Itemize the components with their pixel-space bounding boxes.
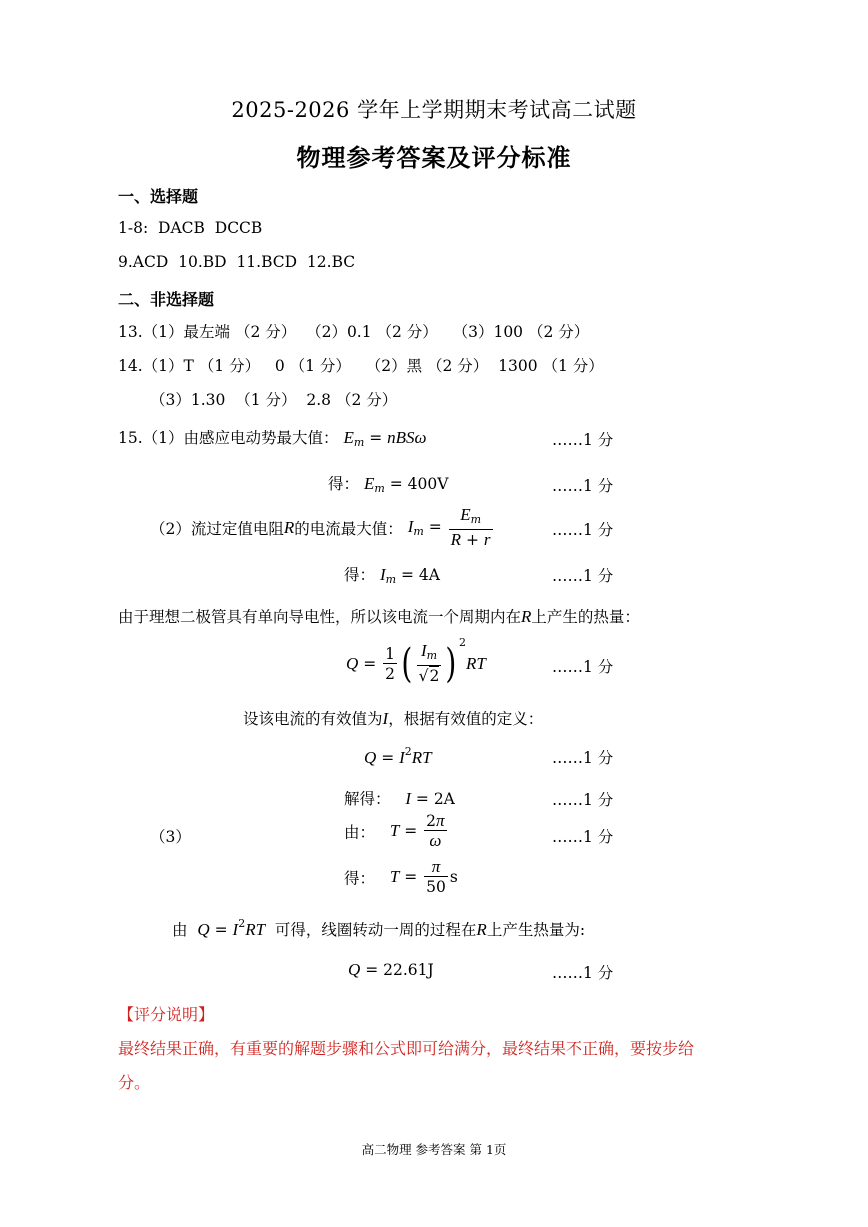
scoring-note-line2: 分。 <box>118 1073 151 1092</box>
formula-em-400v: $E_m = 400V$ <box>363 474 449 495</box>
final-text-a: 由 <box>172 921 188 939</box>
formula-em-nbsw: $E_m = nBS\omega$ <box>343 428 427 449</box>
score-8: ……1 分 <box>552 828 614 846</box>
q15-p1-label: 15.（1）由感应电动势最大值： <box>118 429 339 447</box>
rms-text-a: 设该电流的有效值为 <box>243 710 383 728</box>
by-label: 由： <box>344 823 376 842</box>
section-heading-nonchoice: 二、非选择题 <box>118 290 215 309</box>
answers-9-12: 9.ACD 10.BD 11.BCD 12.BC <box>118 253 356 271</box>
scoring-note-heading: 【评分说明】 <box>118 1005 215 1024</box>
rms-definition-text <box>243 707 543 729</box>
q15-p3-label: （3） <box>150 828 191 846</box>
score-1: ……1 分 <box>552 431 614 449</box>
formula-q-half-im-sqrt2: Q = $\frac{1}{2}$ ( $\frac{I_m}{√2}$ ) $^2$RT <box>346 636 486 687</box>
result-label: 得： <box>328 475 360 493</box>
final-text-var: R <box>476 920 487 939</box>
scoring-note-line1: 最终结果正确，有重要的解题步骤和公式即可给满分，最终结果不正确，要按步给 <box>118 1039 695 1058</box>
exam-title: 2025-2026 学年上学期期末考试高二试题 <box>231 98 637 122</box>
result-label: 得： <box>344 566 376 584</box>
score-3: ……1 分 <box>552 521 614 539</box>
page-footer: 高二物理 参考答案 第 1页 <box>361 1142 507 1157</box>
final-heat-text <box>172 917 585 940</box>
q15-solve <box>344 787 455 809</box>
score-9: ……1 分 <box>552 964 614 982</box>
diode-text-b: 上产生的热量： <box>531 608 640 626</box>
q15-p2-label: （2）流过定值电阻 <box>150 520 284 538</box>
formula-q-i2rt: $Q = I^2RT$ <box>364 745 432 767</box>
q15-p2-var: R <box>283 518 295 537</box>
q15-p2-result <box>344 563 440 586</box>
formula-im-4a: $I_m = 4A$ <box>379 565 440 586</box>
rms-text-b: ，根据有效值的定义： <box>388 710 544 728</box>
formula-t-2pi-w: T = $\frac{2\pi}{\omega}$ <box>389 811 445 850</box>
formula-q-i2rt-inline: $Q = I^2RT$ <box>197 917 266 939</box>
score-5: ……1 分 <box>552 658 614 676</box>
score-2: ……1 分 <box>552 477 614 495</box>
q15-p1 <box>118 426 427 449</box>
q15-p1-result <box>328 472 448 495</box>
answer-14-line1: 14.（1）T （1 分） 0 （1 分） （2）黑 （2 分） 1300 （1 分） <box>118 357 604 375</box>
final-text-b: 可得，线圈转动一周的过程在 <box>274 921 477 939</box>
score-4: ……1 分 <box>552 567 614 585</box>
answer-14-line2: （3）1.30 （1 分） 2.8 （2 分） <box>150 391 398 409</box>
formula-i-2a: I = 2A <box>405 789 455 808</box>
section-heading-choice: 一、选择题 <box>118 187 199 206</box>
diode-explanation <box>118 605 640 627</box>
rms-text-var: I <box>382 709 389 728</box>
get-label: 得： <box>344 869 376 888</box>
formula-t-pi-50: T = $\frac{\pi}{50}$ s <box>389 857 458 896</box>
diode-text-a: 由于理想二极管具有单向导电性，所以该电流一个周期内在 <box>118 608 522 626</box>
diode-text-var: R <box>521 607 532 626</box>
score-6: ……1 分 <box>552 749 614 767</box>
answers-1-8: 1-8: DACB DCCB <box>118 219 263 237</box>
formula-im-fraction: $I_m$ = $\frac{E_m}{R + r}$ <box>407 505 491 549</box>
answer-13: 13.（1）最左端 （2 分） （2）0.1 （2 分） （3）100 （2 分） <box>118 323 590 341</box>
final-text-c: 上产生热量为: <box>486 921 586 939</box>
q15-p3-by <box>344 812 449 851</box>
formula-q-2261j: Q = 22.61J <box>348 960 434 979</box>
solve-label: 解得： <box>344 790 391 808</box>
q15-p2-label-end: 的电流最大值： <box>294 520 403 538</box>
q15-p3-get <box>344 858 458 897</box>
score-7: ……1 分 <box>552 791 614 809</box>
main-title: 物理参考答案及评分标准 <box>296 144 572 172</box>
q15-p2 <box>150 506 495 550</box>
